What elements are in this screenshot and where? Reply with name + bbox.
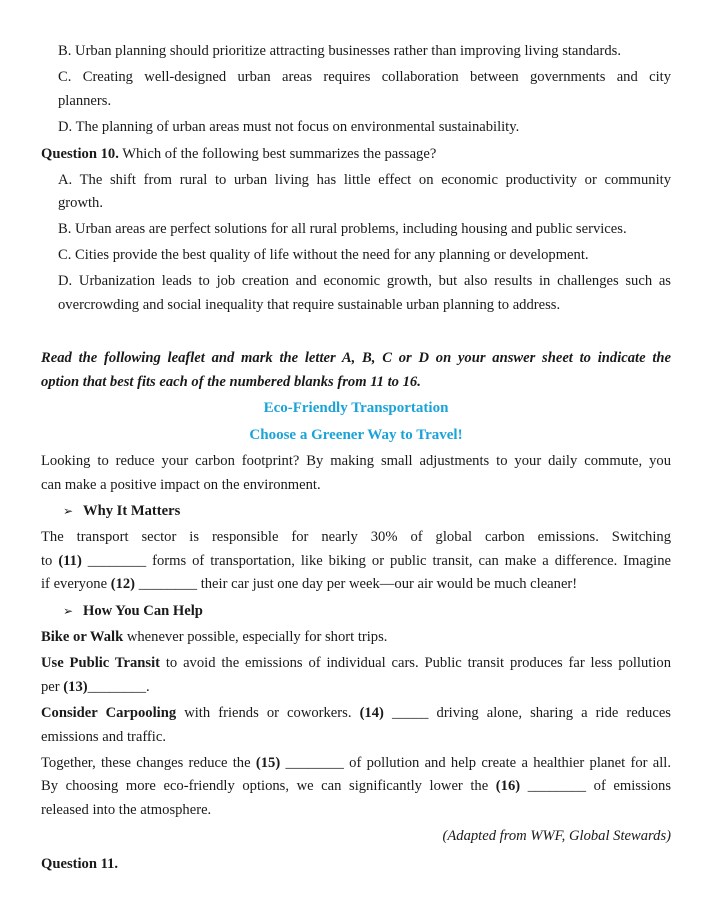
blank-15-label: (15) (255, 755, 281, 771)
q9-option-b: B. Urban planning should prioritize attracting businesses rather than improving living standards. (58, 43, 621, 59)
instruction-line-1: Read the following leaflet and mark the letter A, B, C or D on your answer sheet to indicate the (41, 350, 671, 366)
question-10-label: Question 10. (41, 146, 119, 162)
section-heading: Why It Matters (83, 503, 181, 519)
source-citation: (Adapted from WWF, Global Stewards) (442, 828, 671, 844)
tip-carpool-cont: emissions and traffic. (41, 729, 166, 745)
section-why-it-matters (63, 502, 671, 520)
tip-title: Consider Carpooling (41, 705, 177, 721)
together-line-2 (41, 777, 671, 795)
tip-transit-cont (41, 678, 671, 696)
together-line-3: released into the atmosphere. (41, 802, 212, 818)
question-11-label: Question 11. (41, 856, 119, 872)
instruction-line-2: option that best fits each of the numbered blanks from 11 to 16. (41, 374, 421, 390)
tip-transit (41, 654, 671, 672)
tip-text: with friends or coworkers. (184, 705, 352, 721)
why-paragraph-line-2 (41, 552, 671, 570)
tip-text: whenever possible, especially for short trips. (126, 629, 388, 645)
text-span: ________ forms of transportation, like biking or public transit, can make a difference. Imagine (87, 553, 671, 569)
arrow-bullet-icon: ➢ (63, 504, 74, 518)
text-span: ________ their car just one day per week—our air would be much cleaner! (138, 576, 578, 592)
q9-option-c: C. Creating well-designed urban areas requires collaboration between governments and city (58, 69, 671, 85)
leaflet-title: Eco-Friendly Transportation (263, 400, 449, 416)
section-heading: How You Can Help (83, 603, 203, 619)
arrow-bullet-icon: ➢ (63, 604, 74, 618)
together-line-1 (41, 754, 671, 772)
q10-option-a-cont: growth. (58, 195, 103, 211)
leaflet-intro-cont: can make a positive impact on the environment. (41, 477, 321, 493)
q10-option-a: A. The shift from rural to urban living has little effect on economic productivity or community (58, 172, 671, 188)
blank-16-label: (16) (495, 778, 521, 794)
q9-option-c-cont: planners. (58, 93, 112, 109)
tip-text: _____ driving alone, sharing a ride reduces (391, 705, 671, 721)
tip-title: Bike or Walk (41, 629, 124, 645)
why-paragraph-line-3 (41, 575, 671, 593)
q9-option-d: D. The planning of urban areas must not focus on environmental sustainability. (58, 119, 520, 135)
text-span: if everyone (41, 576, 108, 592)
text-span: Together, these changes reduce the (41, 755, 251, 771)
section-how-you-can-help (63, 602, 671, 620)
q10-option-b: B. Urban areas are perfect solutions for all rural problems, including housing and public services. (58, 221, 627, 237)
q10-option-c: C. Cities provide the best quality of life without the need for any planning or development. (58, 247, 589, 263)
blank-13-label: (13) (63, 679, 88, 695)
q10-option-d-cont: overcrowding and social inequality that require sustainable urban planning to address. (58, 297, 561, 313)
tip-text: to avoid the emissions of individual cars. Public transit produces far less pollution (165, 655, 671, 671)
tip-title: Use Public Transit (41, 655, 161, 671)
text-span: By choosing more eco-friendly options, we can significantly lower the (41, 778, 489, 794)
text-span: to (41, 553, 53, 569)
blank-12-label: (12) (110, 576, 136, 592)
text-span: ________. (87, 679, 150, 695)
blank-11-label: (11) (58, 553, 82, 569)
question-10-stem: Which of the following best summarizes the passage? (122, 146, 437, 162)
text-span: ________ of emissions (527, 778, 671, 794)
leaflet-subtitle: Choose a Greener Way to Travel! (249, 427, 463, 443)
q10-option-d: D. Urbanization leads to job creation and economic growth, but also results in challenges such as (58, 273, 671, 289)
tip-bike (41, 628, 671, 646)
question-10 (41, 145, 671, 163)
text-span: ________ of pollution and help create a healthier planet for all. (285, 755, 672, 771)
why-paragraph-line-1: The transport sector is responsible for nearly 30% of global carbon emissions. Switching (41, 529, 671, 545)
tip-carpool (41, 704, 671, 722)
blank-14-label: (14) (359, 705, 384, 721)
text-span: per (41, 679, 60, 695)
leaflet-intro: Looking to reduce your carbon footprint? By making small adjustments to your daily commute, you (41, 453, 671, 469)
